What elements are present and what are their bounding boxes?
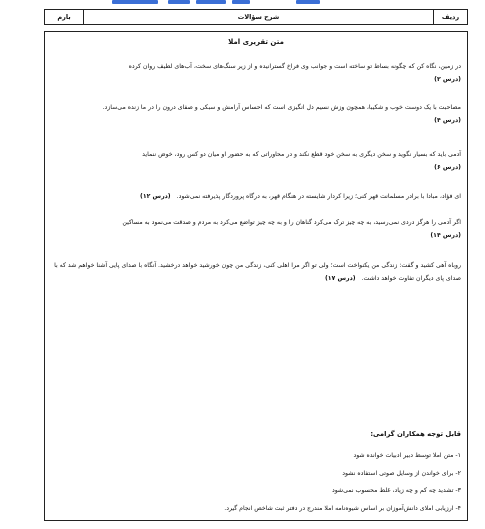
paragraph-2 [51, 101, 461, 127]
lesson-label: (درس ۴) [434, 117, 461, 124]
paragraph-4 [51, 190, 461, 203]
note-item: ۲- برای خواندن از وسایل صوتی استفاده نشود [342, 469, 461, 477]
top-strip-segment [196, 0, 226, 4]
teacher-notes [51, 430, 461, 517]
paragraph-3 [51, 148, 461, 174]
paragraph-text: اگر آدمی را هرگز دردی نمی‌رسید، به چه چیز ترک می‌کرد گناهان را و به چه چیز تواضع می‌کرد به مردم و صدقت می‌نمود به مساکین [122, 219, 461, 226]
header-radif: ردیف [433, 10, 467, 24]
paragraph-6 [51, 259, 461, 285]
paragraph-1 [51, 60, 461, 86]
page-title: متن تقریری املا [228, 38, 284, 46]
paragraph-text: در زمین، نگاه کن که چگونه بساط تو ساخته است و جوانب وی فراخ گسترانیده و از زیر سنگ‌های سخت، آب‌های لطیف روان کرده [128, 63, 461, 70]
note-item: ۳- تشدید چه کم و چه زیاد، غلط محسوب نمی‌شود [331, 487, 461, 494]
table-header [44, 9, 468, 25]
notes-title: قابل توجه همکاران گرامی: [370, 430, 461, 438]
lesson-label: (درس ۶) [434, 164, 461, 171]
top-strip-segment [232, 0, 250, 4]
header-barom: بارم [57, 13, 71, 21]
top-strip-segment [112, 0, 158, 4]
paragraph-text: آدمی باید که بسیار نگوید و سخن دیگری به سخن خود قطع نکند و در محاوراتی که به حضور او میان دو کس رود، خوض ننماید [142, 151, 461, 158]
dictation-box [44, 31, 468, 521]
top-strip-segment [168, 0, 190, 4]
lesson-label: (درس ۱۷) [324, 275, 356, 282]
top-strip-segment [296, 0, 320, 4]
paragraph-text: روباه آهی کشید و گفت: زندگی من یکنواخت است؛ ولی تو اگر مرا اهلی کنی، زندگی من چون خورشید خواهد درخشید. آنگاه با صدای پایی آشنا خواهم شد که با صدای پای دیگران تفاوت خواهد داشت. [54, 262, 461, 282]
header-sharh: شرح سؤالات [83, 10, 433, 24]
paragraph-text: مصاحبت با یک دوست خوب و شکیبا، همچون وزش نسیم دل انگیزی است که احساس آرامش و سبکی و صفای درون را در ما زنده می‌سازد. [102, 104, 461, 111]
top-strip [0, 0, 485, 8]
note-item: ۴- ارزیابی املای دانش‌آموزان بر اساس شیوه‌نامه املا مندرج در دفتر ثبت شاخص انجام گیرد. [224, 504, 461, 512]
lesson-label: (درس ۱۴) [430, 232, 461, 239]
paragraph-text: ای فؤاد، مبادا با برادر مسلمانت قهر کنی؛ زیرا کردار شایسته در هنگام قهر، به درگاه پروردگار پذیرفته نمی‌شود. [176, 193, 461, 200]
lesson-label: (درس ۲) [434, 76, 461, 83]
lesson-label: (درس ۱۲) [139, 193, 171, 200]
paragraph-5 [51, 216, 461, 242]
note-item: ۱- متن املا توسط دبیر ادبیات خوانده شود [353, 452, 461, 459]
